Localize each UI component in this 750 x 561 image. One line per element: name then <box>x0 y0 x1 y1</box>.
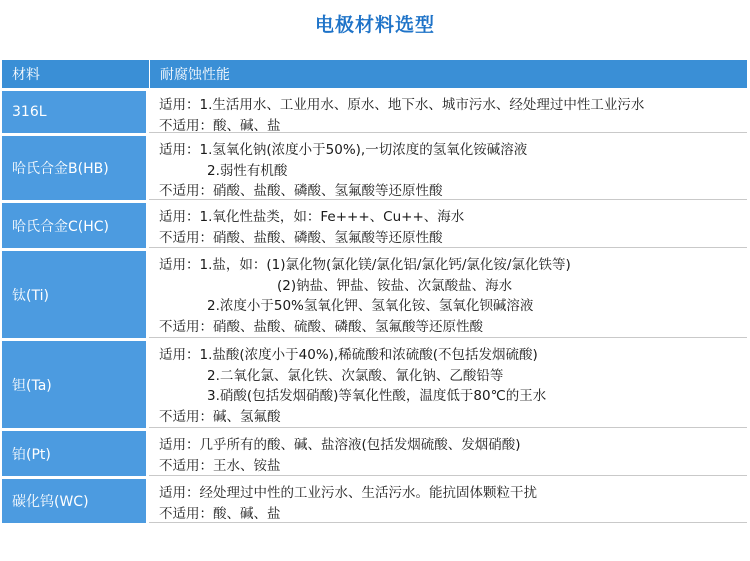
suitable-line: 适用：1.氧化性盐类，如：Fe+++、Cu++、海水 <box>159 209 465 225</box>
unsuitable-line: 不适用：酸、碱、盐 <box>159 117 281 134</box>
table-row <box>2 136 747 200</box>
header-corrosion-resistance: 耐腐蚀性能 <box>149 60 747 88</box>
suitable-line: 2.浓度小于50%氢氧化钾、氢氧化铵、氢氧化钡碱溶液 <box>207 298 534 314</box>
unsuitable-line: 不适用：硝酸、盐酸、硫酸、磷酸、氢氟酸等还原性酸 <box>159 318 483 335</box>
property-cell <box>149 251 747 338</box>
suitable-line: 2.二氧化氯、氯化铁、次氯酸、氰化钠、乙酸铅等 <box>207 367 504 384</box>
suitable-line: 适用：1.盐，如：(1)氯化物(氯化镁/氯化铝/氯化钙/氯化铵/氯化铁等) <box>159 257 571 273</box>
suitable-line: 适用：1.生活用水、工业用水、原水、地下水、城市污水、经处理过中性工业污水 <box>159 97 645 113</box>
table-row <box>2 341 747 428</box>
material-table <box>2 60 747 523</box>
property-cell <box>149 91 747 133</box>
material-cell: 316L <box>2 91 146 133</box>
property-cell <box>149 431 747 476</box>
property-cell <box>149 136 747 200</box>
table-row <box>2 251 747 338</box>
material-cell: 哈氏合金C(HC) <box>2 203 146 248</box>
table-row <box>2 203 747 248</box>
property-cell <box>149 479 747 523</box>
unsuitable-line: 不适用：硝酸、盐酸、磷酸、氢氟酸等还原性酸 <box>159 183 443 199</box>
material-cell: 钛(Ti) <box>2 251 146 338</box>
table-header <box>2 60 747 88</box>
suitable-line: 适用：1.盐酸(浓度小于40%),稀硫酸和浓硫酸(不包括发烟硫酸) <box>159 347 538 363</box>
material-cell: 铂(Pt) <box>2 431 146 476</box>
suitable-line: 适用：经处理过中性的工业污水、生活污水。能抗固体颗粒干扰 <box>159 485 537 501</box>
property-cell <box>149 203 747 248</box>
material-cell: 哈氏合金B(HB) <box>2 136 146 200</box>
suitable-line: 适用：1.氢氧化钠(浓度小于50%),一切浓度的氢氧化铵碱溶液 <box>159 142 528 158</box>
material-cell: 碳化钨(WC) <box>2 479 146 523</box>
suitable-line: (2)钠盐、钾盐、铵盐、次氯酸盐、海水 <box>277 277 513 294</box>
suitable-line: 3.硝酸(包括发烟硝酸)等氧化性酸，温度低于80℃的王水 <box>207 388 547 404</box>
table-row <box>2 431 747 476</box>
material-cell: 钽(Ta) <box>2 341 146 428</box>
header-material: 材料 <box>12 67 40 83</box>
table-row <box>2 479 747 523</box>
table-row <box>2 91 747 133</box>
suitable-line: 适用：几乎所有的酸、碱、盐溶液(包括发烟硫酸、发烟硝酸) <box>159 437 521 453</box>
page-title: 电极材料选型 <box>314 14 435 36</box>
unsuitable-line: 不适用：碱、氢氟酸 <box>159 408 281 425</box>
unsuitable-line: 不适用：酸、碱、盐 <box>159 505 281 522</box>
property-cell <box>149 341 747 428</box>
suitable-line: 2.弱性有机酸 <box>207 162 288 179</box>
unsuitable-line: 不适用：硝酸、盐酸、磷酸、氢氟酸等还原性酸 <box>159 229 443 246</box>
unsuitable-line: 不适用：王水、铵盐 <box>159 457 281 474</box>
